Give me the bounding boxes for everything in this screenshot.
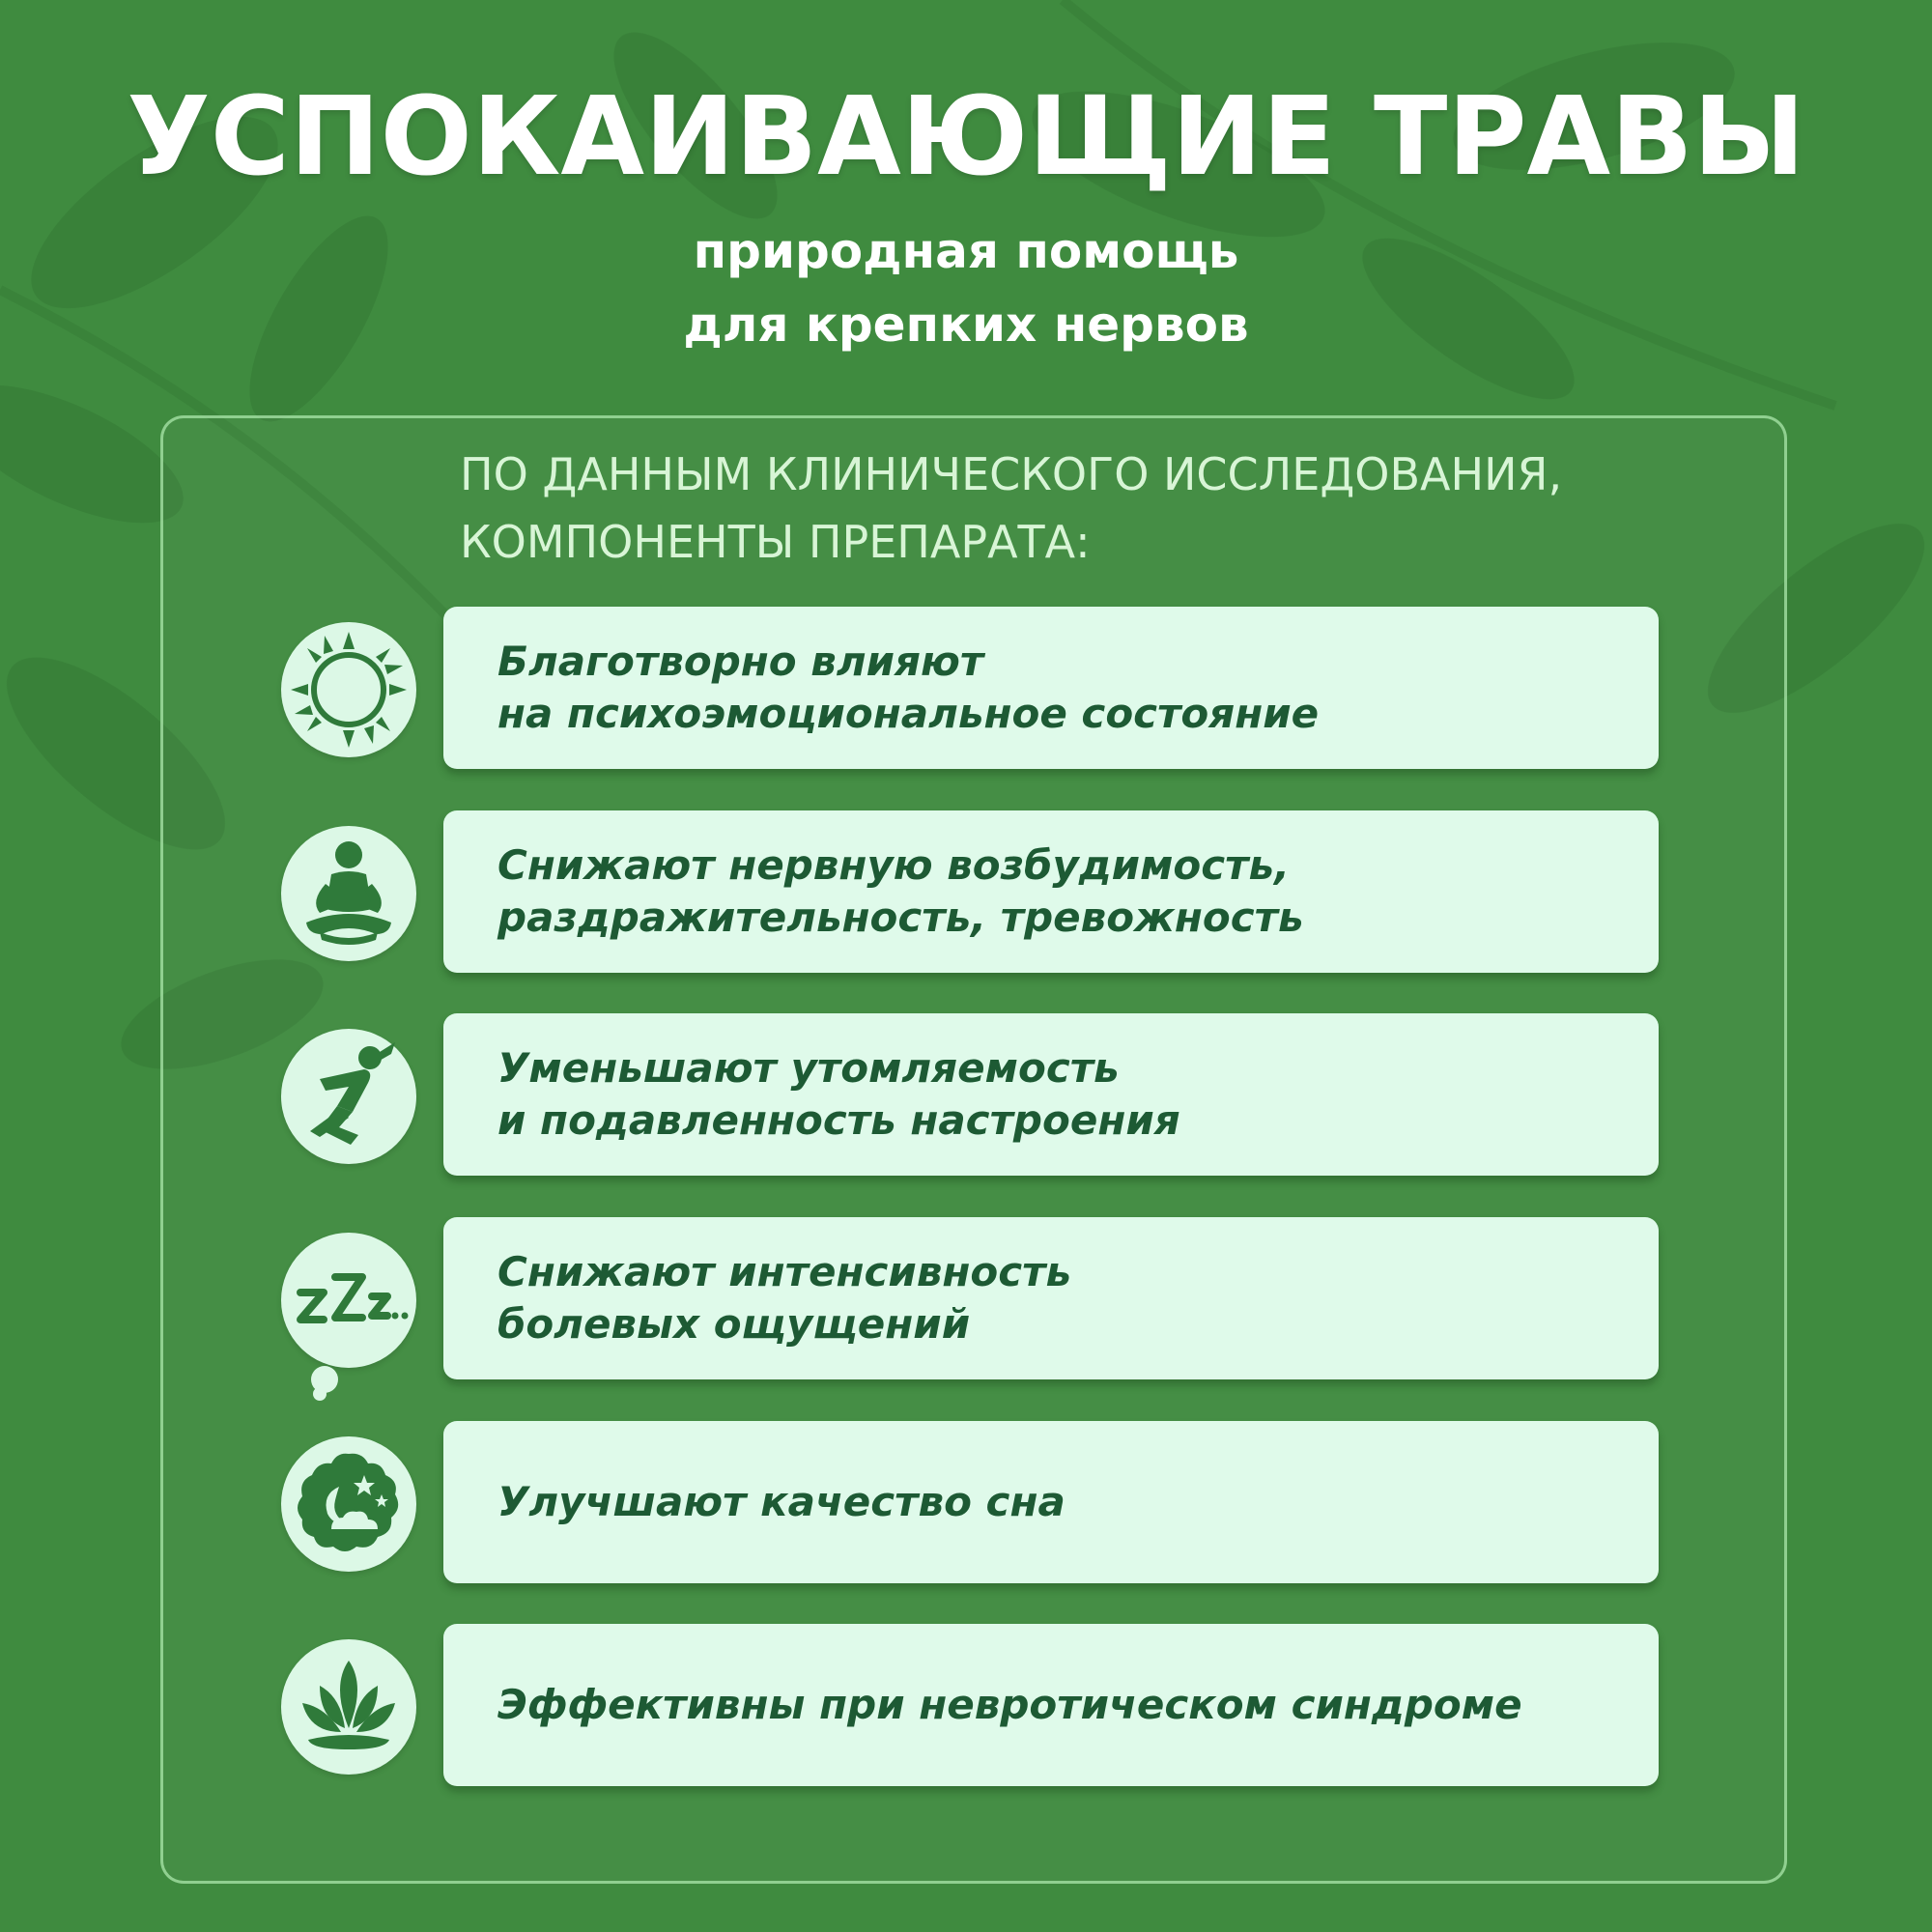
benefit-text: Улучшают качество сна bbox=[497, 1478, 1065, 1525]
benefit-text: на психоэмоциональное состояние bbox=[497, 690, 1320, 737]
benefit-row bbox=[0, 1624, 1932, 1788]
intro-text bbox=[460, 440, 1735, 576]
benefit-row bbox=[0, 1217, 1932, 1381]
subtitle-line-2: для крепких нервов bbox=[683, 297, 1249, 353]
benefit-card bbox=[443, 1624, 1659, 1786]
benefit-text: Благотворно влияют bbox=[497, 638, 984, 685]
benefit-text: Уменьшают утомляемость bbox=[497, 1044, 1120, 1092]
subtitle bbox=[0, 214, 1932, 361]
benefit-card bbox=[443, 1013, 1659, 1176]
benefit-row bbox=[0, 810, 1932, 975]
running-person-icon bbox=[281, 1029, 416, 1164]
subtitle-line-1: природная помощь bbox=[693, 223, 1239, 279]
page-title: УСПОКАИВАЮЩИЕ ТРАВЫ bbox=[127, 74, 1805, 200]
lotus-icon bbox=[281, 1639, 416, 1775]
sleep-zzz-icon bbox=[281, 1233, 416, 1368]
benefit-card bbox=[443, 810, 1659, 973]
benefit-text: Эффективны при невротическом синдроме bbox=[497, 1681, 1522, 1728]
benefit-text: Снижают нервную возбудимость, bbox=[497, 841, 1291, 889]
benefit-text: и подавленность настроения bbox=[497, 1096, 1180, 1144]
meditation-icon bbox=[281, 826, 416, 961]
moon-cloud-icon bbox=[281, 1436, 416, 1572]
intro-line-2: КОМПОНЕНТЫ ПРЕПАРАТА: bbox=[460, 516, 1091, 568]
benefit-row bbox=[0, 607, 1932, 771]
benefit-text: Снижают интенсивность bbox=[497, 1248, 1072, 1295]
benefit-row bbox=[0, 1013, 1932, 1178]
benefit-card bbox=[443, 1421, 1659, 1583]
benefit-text: болевых ощущений bbox=[497, 1300, 971, 1348]
intro-line-1: ПО ДАННЫМ КЛИНИЧЕСКОГО ИССЛЕДОВАНИЯ, bbox=[460, 448, 1563, 500]
benefit-card bbox=[443, 1217, 1659, 1379]
benefit-card bbox=[443, 607, 1659, 769]
thought-bubble-dot bbox=[313, 1387, 327, 1401]
benefit-row bbox=[0, 1421, 1932, 1585]
sun-icon bbox=[281, 622, 416, 757]
benefit-text: раздражительность, тревожность bbox=[497, 894, 1304, 941]
